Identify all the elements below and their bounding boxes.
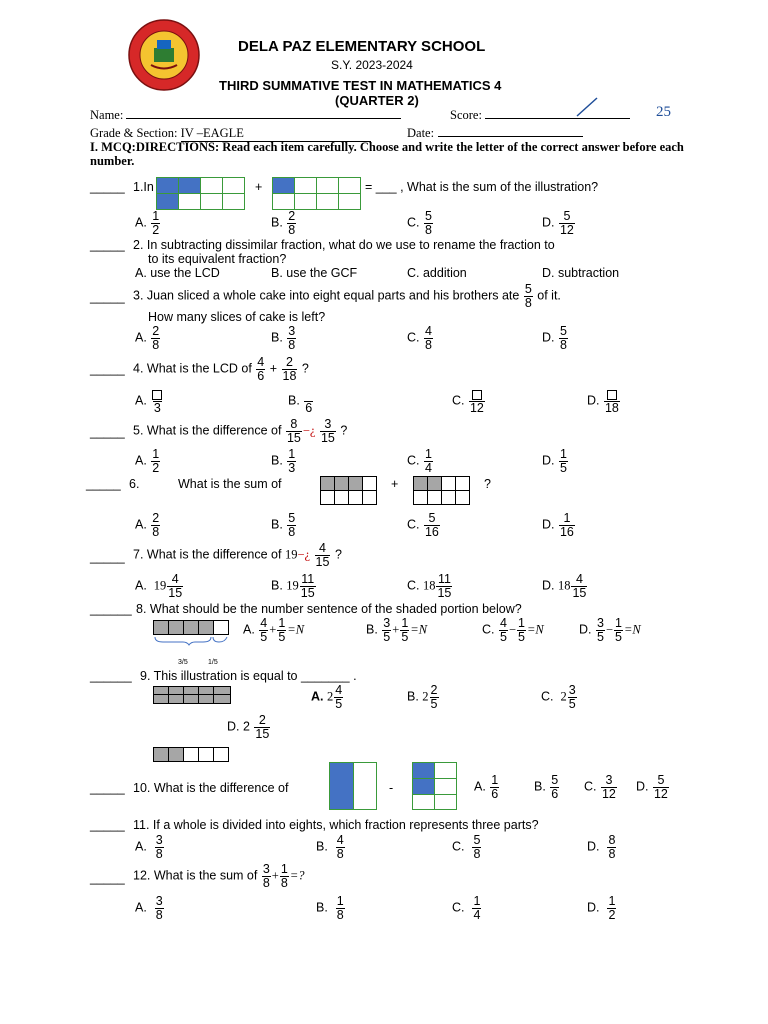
- q11-option-b: B. $\frac{4}{8}$: [316, 833, 344, 861]
- q8-option-d: D. $\frac{3}{5}$ − $\frac{1}{5}$ =N: [579, 616, 641, 644]
- q2-question-line2: to its equivalent fraction?: [148, 252, 287, 266]
- q2-blank: _____: [90, 238, 125, 252]
- q10-blank: _____: [90, 781, 125, 795]
- q4-option-c: C. 12: [452, 388, 486, 414]
- q7-option-d: D. 18 $\frac{4}{15}$: [542, 572, 587, 600]
- q1-option-c: C. $\frac{5}{8}$: [407, 209, 432, 237]
- q6-option-b: B. $\frac{5}{8}$: [271, 511, 296, 539]
- q12-option-c: C. $\frac{1}{4}$: [452, 894, 481, 922]
- q1-option-a: A. $\frac{1}{2}$: [135, 209, 160, 237]
- q7-option-b: B. 19 $\frac{11}{15}$: [271, 572, 315, 600]
- q3-question-line2: How many slices of cake is left?: [148, 310, 326, 324]
- q8-question: 8. What should be the number sentence of the shaded portion below?: [136, 602, 522, 616]
- q2-option-c: C. addition: [407, 266, 467, 280]
- q7-question: 7. What is the difference of 19−¿ $\frac{4}{15}$ ?: [133, 541, 342, 569]
- q10-minus: -: [389, 781, 394, 795]
- q6-model-a: [320, 476, 378, 506]
- q8-model: [153, 620, 233, 636]
- q1-question: = ___ , What is the sum of the illustration?: [365, 180, 599, 194]
- q1-option-d: D. $\frac{5}{12}$: [542, 209, 574, 237]
- school-year: S.Y. 2023-2024: [331, 58, 413, 72]
- q10-option-b: B. $\frac{5}{6}$: [534, 773, 559, 801]
- q10-option-a: A. $\frac{1}{6}$: [474, 773, 499, 801]
- q9-model-b: [153, 747, 233, 763]
- q3-option-d: D. $\frac{5}{8}$: [542, 324, 567, 352]
- test-title: THIRD SUMMATIVE TEST IN MATHEMATICS 4: [219, 78, 502, 93]
- q5-option-a: A. $\frac{1}{2}$: [135, 447, 160, 475]
- q2-option-d: D. subtraction: [542, 266, 620, 280]
- q3-blank: _____: [90, 290, 125, 304]
- q8-option-b: B. $\frac{3}{5}$ + $\frac{1}{5}$ =N: [366, 616, 428, 644]
- q12-option-a: A. $\frac{3}{8}$: [135, 894, 163, 922]
- q6-model-b: [413, 476, 471, 506]
- q8-option-c: C. $\frac{4}{5}$ − $\frac{1}{5}$ =N: [482, 616, 544, 644]
- placeholder-box-icon: [152, 390, 162, 400]
- q4-option-a: A. 3: [135, 388, 164, 414]
- q6-question: What is the sum of: [178, 477, 282, 491]
- name-label: Name:: [90, 108, 401, 123]
- q4-option-b: B. 6: [288, 393, 313, 415]
- school-name: DELA PAZ ELEMENTARY SCHOOL: [238, 38, 486, 55]
- q9-option-d: D. 2 $\frac{2}{15}$: [227, 713, 270, 741]
- q1-option-b: B. $\frac{2}{8}$: [271, 209, 296, 237]
- q12-blank: _____: [90, 871, 125, 885]
- q10-model-b: [412, 762, 458, 810]
- q3-option-b: B. $\frac{3}{8}$: [271, 324, 296, 352]
- q3-option-a: A. $\frac{2}{8}$: [135, 324, 160, 352]
- q8-brace: [153, 636, 233, 646]
- directions: I. MCQ:DIRECTIONS: Read each item carefully. Choose and write the letter of the correct answer before each number.: [90, 140, 684, 168]
- q6-blank: _____: [86, 477, 121, 491]
- score-value: 25: [656, 104, 671, 120]
- q12-question: 12. What is the sum of $\frac{3}{8}$ + $\frac{1}{8}$ =?: [133, 862, 305, 890]
- q1-blank: _____: [90, 180, 125, 194]
- q1-prefix: 1.In: [133, 180, 154, 194]
- q4-option-d: D. 18: [587, 388, 621, 414]
- q5-option-b: B. $\frac{1}{3}$: [271, 447, 296, 475]
- q3-question: 3. Juan sliced a whole cake into eight equal parts and his brothers ate $\frac{5}{8}$ of it.: [133, 282, 561, 310]
- q9-question: 9. This illustration is equal to _______ .: [140, 669, 357, 683]
- q7-option-c: C. 18 $\frac{11}{15}$: [407, 572, 452, 600]
- q8-option-a: A. $\frac{4}{5}$ + $\frac{1}{5}$ =N: [243, 616, 305, 644]
- date-label: Date:: [407, 126, 583, 141]
- q7-option-a: A. 19 $\frac{4}{15}$: [135, 572, 183, 600]
- q11-question: 11. If a whole is divided into eights, which fraction represents three parts?: [133, 818, 539, 832]
- q4-question: 4. What is the LCD of $\frac{4}{6}$ + $\frac{2}{18}$ ?: [133, 355, 309, 383]
- score-label: Score:: [450, 108, 630, 123]
- q2-option-a: A. use the LCD: [135, 266, 220, 280]
- q9-option-a: A. 2 $\frac{4}{5}$: [311, 683, 343, 711]
- q9-blank: ______: [90, 669, 132, 683]
- q2-option-b: B. use the GCF: [271, 266, 358, 280]
- q11-option-a: A. $\frac{3}{8}$: [135, 833, 163, 861]
- grade-section-label: Grade & Section: IV –EAGLE: [90, 126, 371, 142]
- quarter-label: (QUARTER 2): [335, 93, 419, 108]
- q5-option-c: C. $\frac{1}{4}$: [407, 447, 432, 475]
- q7-blank: _____: [90, 550, 125, 564]
- placeholder-box-icon: [607, 390, 617, 400]
- q3-option-c: C. $\frac{4}{8}$: [407, 324, 432, 352]
- q2-question: 2. In subtracting dissimilar fraction, what do we use to rename the fraction to: [133, 238, 555, 252]
- q1-plus: +: [255, 180, 263, 194]
- placeholder-box-icon: [472, 390, 482, 400]
- q10-option-d: D. $\frac{5}{12}$: [636, 773, 668, 801]
- q12-option-b: B. $\frac{1}{8}$: [316, 894, 344, 922]
- q4-blank: _____: [90, 362, 125, 376]
- q9-option-b: B. 2 $\frac{2}{5}$: [407, 683, 438, 711]
- q6-option-a: A. $\frac{2}{8}$: [135, 511, 160, 539]
- q8-label-2: 1/5: [208, 659, 218, 666]
- q10-option-c: C. $\frac{3}{12}$: [584, 773, 616, 801]
- q8-label-1: 3/5: [178, 659, 188, 666]
- q6-plus: +: [391, 477, 399, 491]
- q5-option-d: D. $\frac{1}{5}$: [542, 447, 567, 475]
- q1-model-b: [272, 177, 362, 211]
- q6-question-mark: ?: [484, 477, 491, 491]
- q10-model-a: [329, 762, 377, 810]
- q5-blank: _____: [90, 425, 125, 439]
- q6-option-d: D. $\frac{1}{16}$: [542, 511, 574, 539]
- q9-option-c: C. 2 $\frac{3}{5}$: [541, 683, 576, 711]
- school-logo: [127, 18, 201, 92]
- q5-question: 5. What is the difference of $\frac{8}{15}$ −¿ $\frac{3}{15}$ ?: [133, 417, 348, 445]
- q8-blank: ______: [90, 602, 132, 616]
- q10-question: 10. What is the difference of: [133, 781, 289, 795]
- q6-number: 6.: [129, 477, 140, 491]
- q11-option-c: C. $\frac{5}{8}$: [452, 833, 481, 861]
- q11-blank: _____: [90, 818, 125, 832]
- q1-model-a: [156, 177, 246, 211]
- score-slash-mark: [575, 96, 599, 118]
- q12-option-d: D. $\frac{1}{2}$: [587, 894, 616, 922]
- q11-option-d: D. $\frac{8}{8}$: [587, 833, 616, 861]
- q9-model-a: [153, 686, 233, 705]
- q6-option-c: C. $\frac{5}{16}$: [407, 511, 439, 539]
